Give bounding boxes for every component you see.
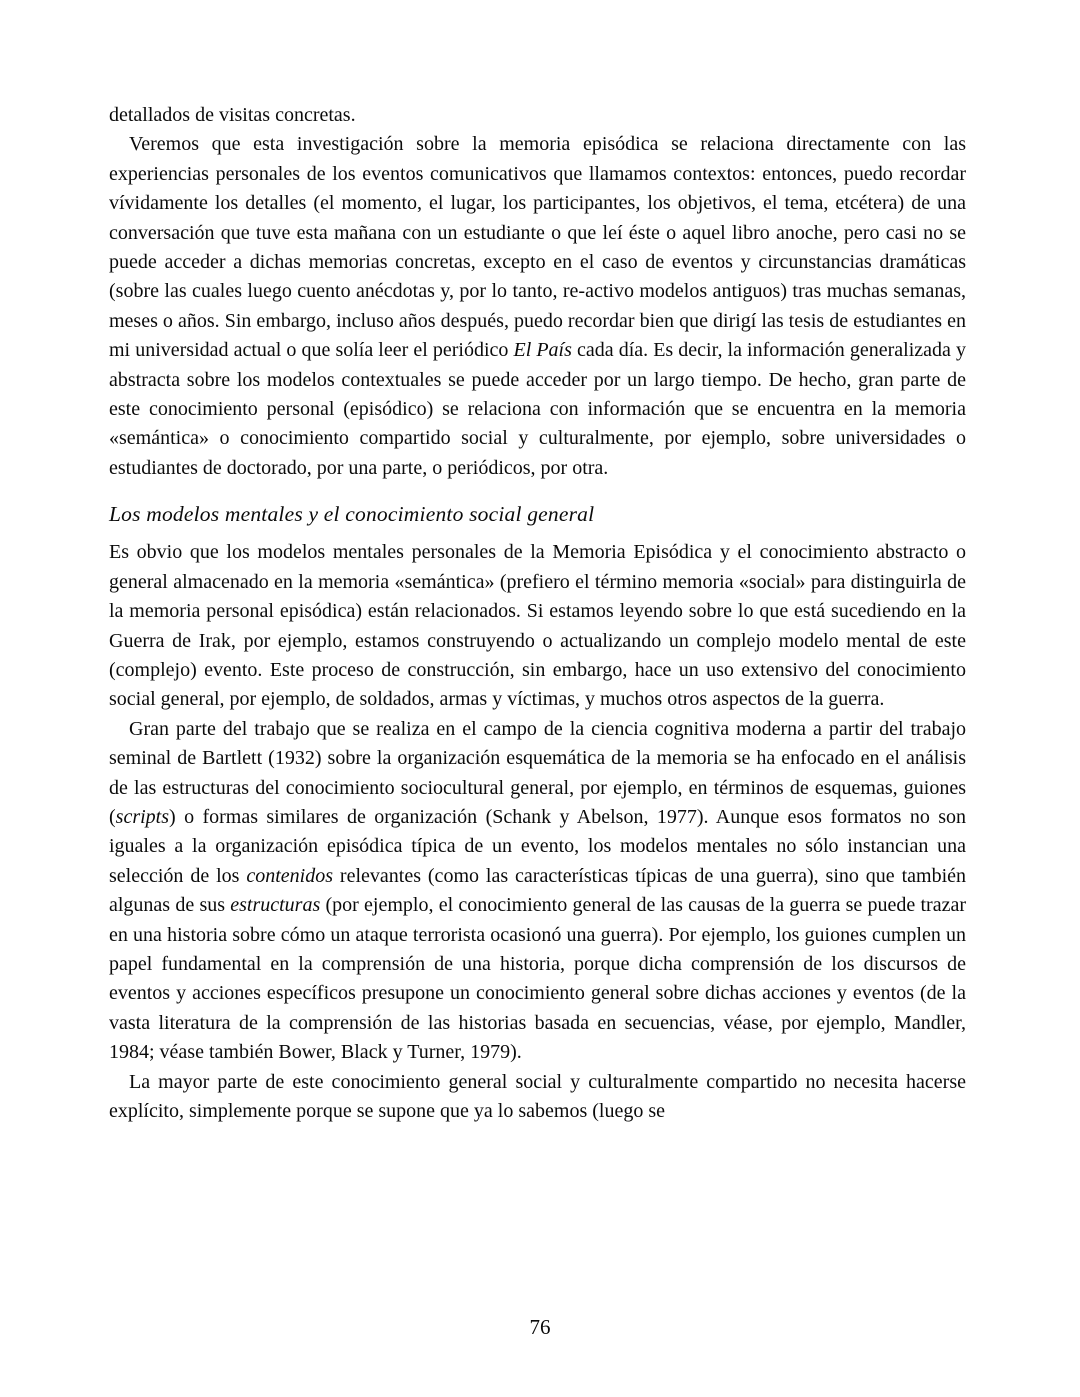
page-body-text xyxy=(109,101,966,1126)
text-run: cada día. Es decir, la información generalizada y abstracta sobre los modelos contextuales se puede acceder por un largo tiempo. De hecho, gran parte de este conocimiento personal (episódico) se relaciona con información que se encuentra en la memoria «semántica» o conocimiento compartido social y culturalmente, por ejemplo, sobre universidades o estudiantes de doctorado, por una parte, o periódicos, por otra. xyxy=(109,339,966,479)
paragraph xyxy=(109,715,966,1068)
italic-text-run: El País xyxy=(513,339,572,362)
page-number: 76 xyxy=(529,1315,551,1339)
paragraph xyxy=(109,130,966,483)
text-run: (por ejemplo, el conocimiento general de las causas de la guerra se puede trazar en una historia sobre cómo un ataque terrorista ocasionó una guerra). Por ejemplo, los guiones cumplen un papel fundamental en la comprensión de una historia, porque dicha comprensión de los discursos de eventos y acciones específicos presupone un conocimiento general sobre dichas acciones y eventos (de la vasta literatura de la comprensión de las historias basada en secuencias, véase, por ejemplo, Mandler, 1984; véase también Bower, Black y Turner, 1979). xyxy=(109,894,966,1064)
italic-text-run: contenidos xyxy=(246,864,334,887)
text-run: Gran parte del trabajo que se realiza en el campo de la ciencia cognitiva moderna a partir del trabajo seminal de Bartlett (1932) sobre la organización esquemática de la memoria se ha enfocado en el análisis de las estructuras del conocimiento sociocultural general, por ejemplo, en términos de esquemas, guiones ( xyxy=(109,717,966,828)
text-run: Es obvio que los modelos mentales personales de la Memoria Episódica y el conocimiento abstracto o general almacenado en la memoria «semántica» (prefiero el término memoria «social» para distinguirla de la memoria personal episódica) están relacionados. Si estamos leyendo sobre lo que está sucediendo en la Guerra de Irak, por ejemplo, estamos construyendo o actualizando un complejo modelo mental de este (complejo) evento. Este proceso de construcción, sin embargo, hace un uso extensivo del conocimiento social general, por ejemplo, de soldados, armas y víctimas, y muchos otros aspectos de la guerra. xyxy=(109,541,966,711)
text-run: detallados de visitas concretas. xyxy=(109,104,356,126)
text-run: Veremos que esta investigación sobre la memoria episódica se relaciona directamente con las experiencias personales de los eventos comunicativos que llamamos contextos: entonces, puedo recordar vívidamente los detalles (el momento, el lugar, los participantes, los objetivos, el tema, etcétera) de una conversación que tuve esta mañana con un estudiante o que leí éste o aquel libro anoche, pero casi no se puede acceder a dichas memorias concretas, excepto en el caso de eventos y circunstancias dramáticas (sobre las cuales luego cuento anécdotas y, por lo tanto, re-activo modelos antiguos) tras muchas semanas, meses o años. Sin embargo, incluso años después, puedo recordar bien que dirigí las tesis de estudiantes en mi universidad actual o que solía leer el periódico xyxy=(109,133,966,362)
text-run: ) o formas similares de organización (Schank y Abelson, 1977). Aunque esos formatos no son iguales a la organización episódica típica de un evento, los modelos mentales no sólo instancian una selección de los xyxy=(109,805,966,887)
italic-text-run: estructuras xyxy=(230,894,321,917)
text-run: relevantes (como las características típicas de una guerra), sino que también algunas de sus xyxy=(109,864,966,917)
italic-text-run: Los modelos mentales y el conocimiento social general xyxy=(109,502,595,527)
section-heading xyxy=(109,499,966,529)
paragraph xyxy=(109,1068,966,1127)
italic-text-run: scripts xyxy=(115,805,170,828)
text-run: La mayor parte de este conocimiento general social y culturalmente compartido no necesita hacerse explícito, simplemente porque se supone que ya lo sabemos (luego se xyxy=(109,1070,966,1122)
paragraph xyxy=(109,538,966,714)
paragraph xyxy=(109,101,966,130)
